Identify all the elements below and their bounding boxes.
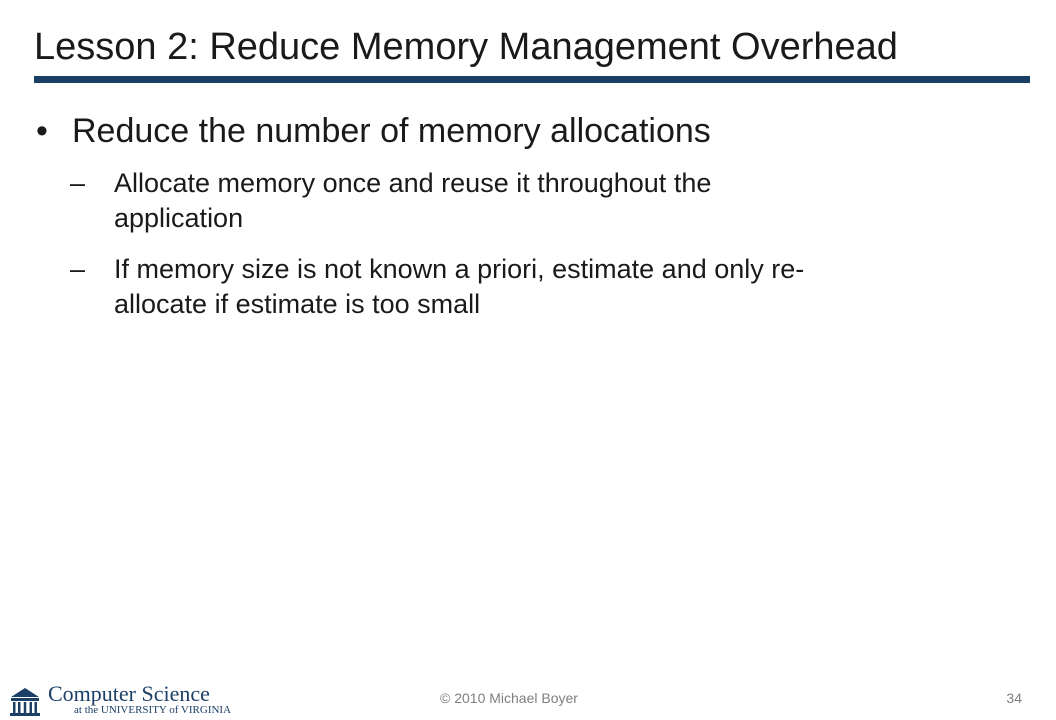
university-logo [8,682,248,718]
sub-bullet-item [30,166,844,236]
bullet-text: Reduce the number of memory allocations [72,112,711,150]
footer-copyright: © 2010 Michael Boyer [440,690,578,706]
bullet-marker: • [36,112,48,150]
sub-bullet-item [30,252,844,322]
bullet-item [30,108,1020,154]
sub-bullet-marker: – [70,254,86,284]
title-divider [34,76,1030,83]
page-number: 34 [1006,690,1022,706]
sub-bullet-text: If memory size is not known a priori, estimate and only re-allocate if estimate is too small [114,254,805,319]
logo-subtitle: at the UNIVERSITY of VIRGINIA [74,704,232,716]
rotunda-icon [8,684,42,718]
sub-bullet-text: Allocate memory once and reuse it throughout the application [114,168,712,233]
logo-title: Computer Science [48,681,210,706]
sub-bullet-marker: – [70,168,86,198]
slide-title: Lesson 2: Reduce Memory Management Overhead [34,26,898,68]
slide-content [30,108,1020,338]
